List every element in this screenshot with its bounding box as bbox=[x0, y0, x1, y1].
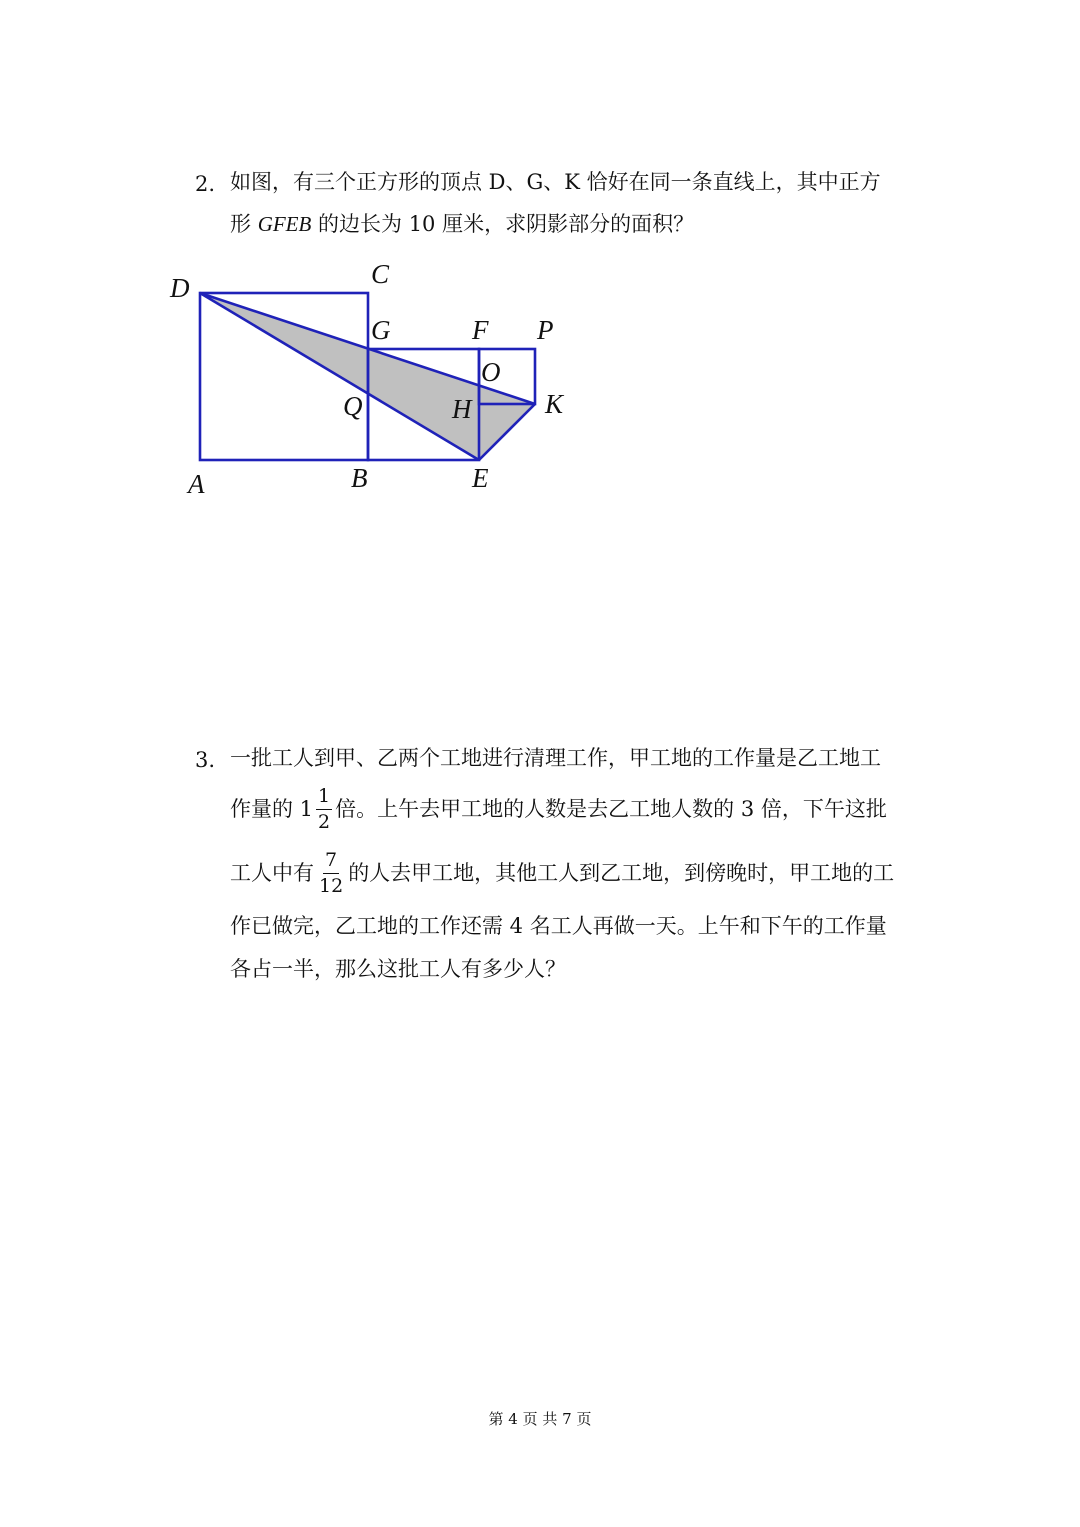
label-c: C bbox=[371, 259, 390, 289]
square-name: GFEB bbox=[257, 212, 312, 236]
question-3-line-1: 一批工人到甲、乙两个工地进行清理工作，甲工地的工作量是乙工地工 bbox=[230, 746, 881, 770]
label-h: H bbox=[452, 394, 472, 424]
question-2-line-1: 如图，有三个正方形的顶点 D、G、K 恰好在同一条直线上，其中正方 bbox=[230, 170, 881, 194]
geometry-figure bbox=[160, 255, 600, 505]
page-footer: 第 4 页 共 7 页 bbox=[488, 1410, 592, 1428]
question-2-line-2 bbox=[230, 214, 694, 235]
question-2-line-2-suffix: 的边长为 10 厘米，求阴影部分的面积？ bbox=[311, 212, 695, 236]
label-q: Q bbox=[343, 391, 363, 421]
label-g: G bbox=[371, 315, 391, 345]
question-3-line-2-a: 作量的 1 bbox=[230, 796, 314, 821]
label-p: P bbox=[537, 315, 554, 345]
question-3-line-3-a: 工人中有 bbox=[230, 860, 314, 885]
fraction-seven-twelfths bbox=[317, 850, 345, 897]
question-3-line-3-b: 的人去甲工地，其他工人到乙工地，到傍晚时，甲工地的工 bbox=[348, 860, 895, 885]
question-3-line-5: 各占一半，那么这批工人有多少人？ bbox=[230, 957, 566, 981]
fraction-one-half bbox=[316, 786, 332, 833]
label-a: A bbox=[188, 469, 205, 499]
question-3-number: 3. bbox=[195, 748, 216, 772]
fraction-numerator: 1 bbox=[316, 786, 332, 810]
question-3-line-2 bbox=[230, 786, 887, 833]
fraction-denominator: 2 bbox=[318, 810, 331, 833]
question-2-line-2-prefix: 形 bbox=[230, 212, 258, 236]
label-b: B bbox=[351, 463, 368, 493]
fraction-numerator: 7 bbox=[323, 850, 339, 874]
question-3-line-4: 作已做完，乙工地的工作还需 4 名工人再做一天。上午和下午的工作量 bbox=[230, 914, 887, 938]
question-3-line-2-b: 倍。上午去甲工地的人数是去乙工地人数的 3 倍，下午这批 bbox=[335, 796, 887, 821]
question-2-number: 2. bbox=[195, 172, 216, 196]
label-o: O bbox=[481, 357, 501, 387]
question-3-line-3 bbox=[230, 850, 894, 897]
fraction-denominator: 12 bbox=[319, 874, 344, 897]
label-f: F bbox=[472, 315, 489, 345]
label-d: D bbox=[170, 273, 190, 303]
label-e: E bbox=[472, 463, 489, 493]
label-k: K bbox=[545, 389, 564, 419]
